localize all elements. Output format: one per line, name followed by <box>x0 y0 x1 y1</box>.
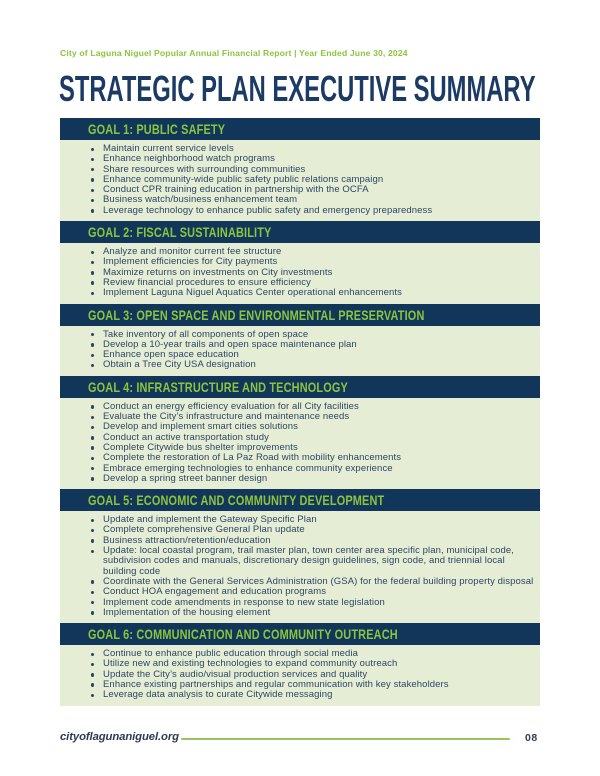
goal-heading-bar <box>60 304 540 326</box>
goal-list-item: Implement efficiencies for City payments <box>60 257 534 267</box>
goal-heading-bar <box>60 489 540 511</box>
report-header-text: City of Laguna Niguel Popular Annual Financial Report | Year Ended June 30, 2024 <box>60 48 408 58</box>
goal-section-3 <box>60 304 540 376</box>
goal-list-item: Business attraction/retention/education <box>60 536 534 546</box>
goal-list-item: Implementation of the housing element <box>60 608 534 618</box>
goal-list-item: Conduct an active transportation study <box>60 433 534 443</box>
goal-list <box>60 398 540 489</box>
goal-list-item: Enhance open space education <box>60 350 534 360</box>
goal-list-item: Enhance community-wide public safety public relations campaign <box>60 175 534 185</box>
goal-list-item: Enhance neighborhood watch programs <box>60 154 534 164</box>
goal-list <box>60 511 540 623</box>
goal-list-item: Take inventory of all components of open space <box>60 330 534 340</box>
goal-list-item: Complete the restoration of La Paz Road with mobility enhancements <box>60 453 534 463</box>
goal-list-item: Embrace emerging technologies to enhance community experience <box>60 464 534 474</box>
goal-list-item: Conduct an energy efficiency evaluation for all City facilities <box>60 402 534 412</box>
goal-list-item: Evaluate the City’s infrastructure and maintenance needs <box>60 412 534 422</box>
goal-list-item: Share resources with surrounding communities <box>60 165 534 175</box>
goal-heading-bar <box>60 118 540 140</box>
goal-list <box>60 645 540 705</box>
goal-list-item: Obtain a Tree City USA designation <box>60 360 534 370</box>
goal-list-item: Maintain current service levels <box>60 144 534 154</box>
goal-list-item: Utilize new and existing technologies to expand community outreach <box>60 659 534 669</box>
goal-list <box>60 243 540 303</box>
goal-list-item: Conduct CPR training education in partnership with the OCFA <box>60 185 534 195</box>
goal-heading: GOAL 1: PUBLIC SAFETY <box>88 121 226 137</box>
goal-heading: GOAL 5: ECONOMIC AND COMMUNITY DEVELOPMENT <box>88 492 385 509</box>
goal-list-item: Conduct HOA engagement and education programs <box>60 587 534 597</box>
goal-list-item: Update: local coastal program, trail master plan, town center area specific plan, municipal code, subdivision codes and manuals, discretionary design guidelines, sign code, and triennial local building code <box>60 546 534 577</box>
goal-list-item: Coordinate with the General Services Administration (GSA) for the federal building property disposal <box>60 577 534 587</box>
goal-list-item: Implement code amendments in response to new state legislation <box>60 598 534 608</box>
goal-section-6 <box>60 623 540 705</box>
goal-list-item: Update the City’s audio/visual production services and quality <box>60 670 534 680</box>
goal-list-item: Develop a 10-year trails and open space maintenance plan <box>60 340 534 350</box>
goal-section-2 <box>60 221 540 303</box>
goal-list-item: Develop and implement smart cities solutions <box>60 422 534 432</box>
footer-divider-line <box>181 738 510 740</box>
goal-heading: GOAL 3: OPEN SPACE AND ENVIRONMENTAL PRESERVATION <box>88 306 425 323</box>
goal-list-item: Complete Citywide bus shelter improvements <box>60 443 534 453</box>
goal-list-item: Develop a spring street banner design <box>60 474 534 484</box>
goal-list-item: Leverage data analysis to curate Citywide messaging <box>60 690 534 700</box>
goal-list-item: Update and implement the Gateway Specific Plan <box>60 515 534 525</box>
goal-heading-bar <box>60 221 540 243</box>
goal-list-item: Enhance existing partnerships and regular communication with key stakeholders <box>60 680 534 690</box>
goal-list-item: Leverage technology to enhance public safety and emergency preparedness <box>60 206 534 216</box>
goal-section-4 <box>60 376 540 489</box>
goal-section-5 <box>60 489 540 623</box>
goal-section-1 <box>60 118 540 221</box>
footer-website: cityoflagunaniguel.org <box>60 731 179 743</box>
page-number: 08 <box>525 732 538 744</box>
goals-container <box>60 118 540 706</box>
page-title: STRATEGIC PLAN EXECUTIVE SUMMARY <box>59 68 536 109</box>
goal-heading-bar <box>60 623 540 645</box>
goal-list <box>60 326 540 376</box>
goal-list-item: Continue to enhance public education through social media <box>60 649 534 659</box>
goal-list-item: Business watch/business enhancement team <box>60 195 534 205</box>
goal-heading: GOAL 6: COMMUNICATION AND COMMUNITY OUTREACH <box>88 626 398 643</box>
goal-heading: GOAL 2: FISCAL SUSTAINABILITY <box>88 224 272 241</box>
goal-list <box>60 140 540 221</box>
goal-list-item: Analyze and monitor current fee structure <box>60 247 534 257</box>
goal-list-item: Complete comprehensive General Plan update <box>60 525 534 535</box>
goal-list-item: Review financial procedures to ensure efficiency <box>60 278 534 288</box>
goal-list-item: Implement Laguna Niguel Aquatics Center operational enhancements <box>60 288 534 298</box>
goal-list-item: Maximize returns on investments on City investments <box>60 268 534 278</box>
goal-heading-bar <box>60 376 540 398</box>
goal-heading: GOAL 4: INFRASTRUCTURE AND TECHNOLOGY <box>88 378 348 395</box>
